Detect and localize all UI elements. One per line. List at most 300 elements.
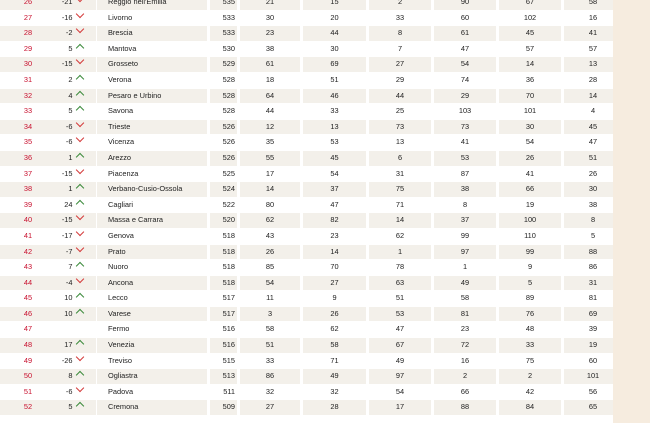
indicator-cell-1: 43	[240, 229, 303, 245]
table-row[interactable]	[0, 151, 613, 167]
indicator-cell-1: 58	[240, 322, 303, 338]
rank-cell: 39	[17, 198, 39, 214]
score-cell: 511	[210, 385, 240, 401]
table-row[interactable]	[0, 245, 613, 261]
indicator-cell-2: 45	[303, 151, 369, 167]
indicator-cell-2: 58	[303, 338, 369, 354]
score-cell: 513	[210, 369, 240, 385]
variation-value: -6	[65, 137, 73, 147]
indicator-cell-5: 9	[499, 260, 564, 276]
province-name-cell[interactable]: Livorno	[97, 11, 210, 27]
province-name-cell[interactable]: Prato	[97, 245, 210, 261]
variation-value: 5	[68, 106, 73, 116]
indicator-cell-5: 76	[499, 307, 564, 323]
table-row[interactable]	[0, 135, 613, 151]
indicator-cell-4: 8	[434, 198, 499, 214]
indicator-cell-6: 65	[564, 400, 613, 416]
arrow-down-icon	[73, 385, 87, 400]
arrow-up-icon	[73, 89, 87, 104]
indicator-cell-6: 51	[564, 151, 613, 167]
indicator-cell-5: 66	[499, 182, 564, 198]
indicator-cell-3: 75	[369, 182, 434, 198]
variation-value: -15	[61, 215, 73, 225]
indicator-cell-6: 30	[564, 182, 613, 198]
indicator-cell-4: 72	[434, 338, 499, 354]
score-cell: 520	[210, 213, 240, 229]
table-row[interactable]	[0, 26, 613, 42]
rank-cell: 43	[17, 260, 39, 276]
indicator-cell-2: 20	[303, 11, 369, 27]
indicator-cell-2: 46	[303, 89, 369, 105]
indicator-cell-3: 54	[369, 385, 434, 401]
score-cell: 526	[210, 135, 240, 151]
province-name-cell[interactable]: Varese	[97, 307, 210, 323]
indicator-cell-2: 13	[303, 120, 369, 136]
indicator-cell-4: 73	[434, 120, 499, 136]
province-name-cell[interactable]: Padova	[97, 385, 210, 401]
row-spacer	[0, 400, 17, 416]
rank-cell: 37	[17, 167, 39, 183]
indicator-cell-2: 71	[303, 354, 369, 370]
score-cell: 518	[210, 260, 240, 276]
indicator-cell-2: 44	[303, 26, 369, 42]
indicator-cell-6: 14	[564, 89, 613, 105]
variation-value: 1	[68, 152, 73, 162]
table-row[interactable]	[0, 291, 613, 307]
score-cell: 522	[210, 198, 240, 214]
rank-cell: 28	[17, 26, 39, 42]
table-row[interactable]	[0, 213, 613, 229]
province-name-cell[interactable]: Brescia	[97, 26, 210, 42]
indicator-cell-2: 27	[303, 276, 369, 292]
indicator-cell-1: 14	[240, 182, 303, 198]
arrow-down-icon	[73, 135, 87, 150]
table-row[interactable]	[0, 11, 613, 27]
indicator-cell-5: 110	[499, 229, 564, 245]
table-row[interactable]	[0, 89, 613, 105]
indicator-cell-6: 47	[564, 135, 613, 151]
table-row[interactable]	[0, 42, 613, 58]
row-spacer	[0, 338, 17, 354]
indicator-cell-3: 2	[369, 0, 434, 11]
indicator-cell-2: 54	[303, 167, 369, 183]
variation-value: 17	[64, 340, 73, 350]
row-spacer	[0, 385, 17, 401]
indicator-cell-6: 57	[564, 42, 613, 58]
arrow-up-icon	[73, 338, 87, 353]
indicator-cell-3: 47	[369, 322, 434, 338]
row-spacer	[0, 182, 17, 198]
province-name-cell[interactable]: Reggio nell'Emilia	[97, 0, 210, 11]
province-name-cell[interactable]: Ancona	[97, 276, 210, 292]
indicator-cell-6: 45	[564, 120, 613, 136]
indicator-cell-3: 25	[369, 104, 434, 120]
arrow-down-icon	[73, 26, 87, 41]
indicator-cell-5: 42	[499, 385, 564, 401]
table-row[interactable]	[0, 198, 613, 214]
row-spacer	[0, 291, 17, 307]
indicator-cell-1: 17	[240, 167, 303, 183]
table-row[interactable]	[0, 276, 613, 292]
indicator-cell-1: 80	[240, 198, 303, 214]
rank-cell: 48	[17, 338, 39, 354]
province-name-cell[interactable]: Pesaro e Urbino	[97, 89, 210, 105]
variation-value: 7	[68, 262, 73, 272]
indicator-cell-5: 89	[499, 291, 564, 307]
arrow-down-icon	[73, 57, 87, 72]
variation-value: -2	[65, 28, 73, 38]
indicator-cell-2: 69	[303, 57, 369, 73]
table-row[interactable]	[0, 0, 613, 11]
indicator-cell-4: 47	[434, 42, 499, 58]
indicator-cell-5: 99	[499, 245, 564, 261]
indicator-cell-1: 55	[240, 151, 303, 167]
score-cell: 509	[210, 400, 240, 416]
indicator-cell-4: 58	[434, 291, 499, 307]
indicator-cell-3: 49	[369, 354, 434, 370]
indicator-cell-3: 17	[369, 400, 434, 416]
arrow-up-icon	[73, 198, 87, 213]
indicator-cell-4: 103	[434, 104, 499, 120]
variation-cell	[39, 120, 97, 136]
province-name-cell[interactable]: Fermo	[97, 322, 210, 338]
variation-value: -16	[61, 12, 73, 22]
arrow-down-icon	[73, 354, 87, 369]
indicator-cell-2: 62	[303, 322, 369, 338]
indicator-cell-5: 102	[499, 11, 564, 27]
score-cell: 533	[210, 11, 240, 27]
indicator-cell-6: 58	[564, 0, 613, 11]
score-cell: 515	[210, 354, 240, 370]
score-cell: 526	[210, 151, 240, 167]
indicator-cell-1: 30	[240, 11, 303, 27]
row-spacer	[0, 322, 17, 338]
indicator-cell-4: 41	[434, 135, 499, 151]
province-name-cell[interactable]: Mantova	[97, 42, 210, 58]
indicator-cell-3: 67	[369, 338, 434, 354]
indicator-cell-4: 29	[434, 89, 499, 105]
indicator-cell-5: 5	[499, 276, 564, 292]
indicator-cell-2: 32	[303, 385, 369, 401]
province-name-cell[interactable]: Lecco	[97, 291, 210, 307]
score-cell: 517	[210, 307, 240, 323]
score-cell: 517	[210, 291, 240, 307]
indicator-cell-4: 66	[434, 385, 499, 401]
variation-value: 10	[64, 308, 73, 318]
arrow-up-icon	[73, 400, 87, 415]
province-name-cell[interactable]: Massa e Carrara	[97, 213, 210, 229]
indicator-cell-6: 60	[564, 354, 613, 370]
indicator-cell-1: 35	[240, 135, 303, 151]
province-name-cell[interactable]: Verbano-Cusio-Ossola	[97, 182, 210, 198]
indicator-cell-5: 14	[499, 57, 564, 73]
indicator-cell-3: 97	[369, 369, 434, 385]
row-spacer	[0, 369, 17, 385]
indicator-cell-6: 8	[564, 213, 613, 229]
indicator-cell-6: 39	[564, 322, 613, 338]
indicator-cell-1: 85	[240, 260, 303, 276]
province-name-cell[interactable]: Cremona	[97, 400, 210, 416]
table-row[interactable]	[0, 385, 613, 401]
indicator-cell-5: 33	[499, 338, 564, 354]
table-row[interactable]	[0, 369, 613, 385]
indicator-cell-2: 37	[303, 182, 369, 198]
row-spacer	[0, 260, 17, 276]
table-row[interactable]	[0, 338, 613, 354]
variation-cell	[39, 354, 97, 370]
indicator-cell-2: 49	[303, 369, 369, 385]
rank-cell: 49	[17, 354, 39, 370]
indicator-cell-1: 21	[240, 0, 303, 11]
row-spacer	[0, 57, 17, 73]
arrow-down-icon	[73, 213, 87, 228]
arrow-up-icon	[73, 73, 87, 88]
indicator-cell-6: 86	[564, 260, 613, 276]
row-spacer	[0, 0, 17, 11]
table-row[interactable]	[0, 400, 613, 416]
indicator-cell-2: 53	[303, 135, 369, 151]
indicator-cell-4: 97	[434, 245, 499, 261]
score-cell: 533	[210, 26, 240, 42]
indicator-cell-6: 69	[564, 307, 613, 323]
indicator-cell-5: 45	[499, 26, 564, 42]
table-row[interactable]	[0, 167, 613, 183]
indicator-cell-4: 74	[434, 73, 499, 89]
indicator-cell-4: 16	[434, 354, 499, 370]
indicator-cell-5: 48	[499, 322, 564, 338]
score-cell: 518	[210, 229, 240, 245]
arrow-up-icon	[73, 182, 87, 197]
variation-value: -4	[65, 277, 73, 287]
variation-cell	[39, 182, 97, 198]
province-name-cell[interactable]: Trieste	[97, 120, 210, 136]
indicator-cell-3: 71	[369, 198, 434, 214]
indicator-cell-5: 41	[499, 167, 564, 183]
indicator-cell-1: 62	[240, 213, 303, 229]
indicator-cell-3: 29	[369, 73, 434, 89]
arrow-down-icon	[73, 11, 87, 26]
indicator-cell-5: 75	[499, 354, 564, 370]
indicator-cell-5: 101	[499, 104, 564, 120]
variation-cell	[39, 338, 97, 354]
indicator-cell-4: 49	[434, 276, 499, 292]
rank-cell: 52	[17, 400, 39, 416]
indicator-cell-6: 41	[564, 26, 613, 42]
rank-cell: 42	[17, 245, 39, 261]
row-spacer	[0, 135, 17, 151]
indicator-cell-3: 53	[369, 307, 434, 323]
rank-cell: 40	[17, 213, 39, 229]
indicator-cell-1: 27	[240, 400, 303, 416]
indicator-cell-3: 6	[369, 151, 434, 167]
variation-cell	[39, 104, 97, 120]
indicator-cell-2: 82	[303, 213, 369, 229]
rank-cell: 38	[17, 182, 39, 198]
province-name-cell[interactable]: Grosseto	[97, 57, 210, 73]
rank-cell: 44	[17, 276, 39, 292]
variation-cell	[39, 42, 97, 58]
table-row[interactable]	[0, 182, 613, 198]
row-spacer	[0, 167, 17, 183]
score-cell: 518	[210, 245, 240, 261]
table-row[interactable]	[0, 73, 613, 89]
variation-value: -7	[65, 246, 73, 256]
indicator-cell-1: 44	[240, 104, 303, 120]
indicator-cell-6: 26	[564, 167, 613, 183]
table-row[interactable]	[0, 104, 613, 120]
province-name-cell[interactable]: Arezzo	[97, 151, 210, 167]
indicator-cell-3: 27	[369, 57, 434, 73]
indicator-cell-4: 53	[434, 151, 499, 167]
indicator-cell-2: 51	[303, 73, 369, 89]
variation-value: 8	[68, 371, 73, 381]
variation-cell	[39, 307, 97, 323]
variation-cell	[39, 385, 97, 401]
variation-cell	[39, 369, 97, 385]
row-spacer	[0, 42, 17, 58]
score-cell: 535	[210, 0, 240, 11]
score-cell: 530	[210, 42, 240, 58]
arrow-down-icon	[73, 229, 87, 244]
table-row[interactable]	[0, 322, 613, 338]
province-name-cell[interactable]: Nuoro	[97, 260, 210, 276]
variation-cell	[39, 57, 97, 73]
indicator-cell-2: 70	[303, 260, 369, 276]
indicator-cell-5: 36	[499, 73, 564, 89]
province-name-cell[interactable]: Piacenza	[97, 167, 210, 183]
indicator-cell-3: 63	[369, 276, 434, 292]
indicator-cell-5: 30	[499, 120, 564, 136]
indicator-cell-3: 13	[369, 135, 434, 151]
arrow-up-icon	[73, 307, 87, 322]
rank-cell: 41	[17, 229, 39, 245]
variation-value: 5	[68, 43, 73, 53]
variation-cell	[39, 213, 97, 229]
province-name-cell[interactable]: Verona	[97, 73, 210, 89]
variation-cell	[39, 0, 97, 11]
province-name-cell[interactable]: Vicenza	[97, 135, 210, 151]
row-spacer	[0, 307, 17, 323]
province-name-cell[interactable]: Genova	[97, 229, 210, 245]
score-cell: 525	[210, 167, 240, 183]
indicator-cell-5: 54	[499, 135, 564, 151]
indicator-cell-1: 23	[240, 26, 303, 42]
indicator-cell-4: 90	[434, 0, 499, 11]
table-row[interactable]	[0, 57, 613, 73]
variation-value: -17	[61, 230, 73, 240]
arrow-up-icon	[73, 291, 87, 306]
rank-cell: 26	[17, 0, 39, 11]
variation-cell	[39, 73, 97, 89]
indicator-cell-1: 11	[240, 291, 303, 307]
table-row[interactable]	[0, 260, 613, 276]
arrow-up-icon	[73, 42, 87, 57]
row-spacer	[0, 11, 17, 27]
variation-cell	[39, 229, 97, 245]
table-row[interactable]	[0, 120, 613, 136]
province-name-cell[interactable]: Venezia	[97, 338, 210, 354]
variation-value: 2	[68, 74, 73, 84]
variation-cell	[39, 322, 97, 338]
province-name-cell[interactable]: Savona	[97, 104, 210, 120]
indicator-cell-4: 38	[434, 182, 499, 198]
score-cell: 529	[210, 57, 240, 73]
row-spacer	[0, 229, 17, 245]
arrow-up-icon	[73, 104, 87, 119]
arrow-down-icon	[73, 120, 87, 135]
variation-cell	[39, 260, 97, 276]
indicator-cell-6: 81	[564, 291, 613, 307]
score-cell: 528	[210, 89, 240, 105]
variation-value: -21	[61, 0, 73, 6]
table-row[interactable]	[0, 354, 613, 370]
indicator-cell-5: 84	[499, 400, 564, 416]
row-spacer	[0, 151, 17, 167]
variation-value: 4	[68, 90, 73, 100]
indicator-cell-1: 51	[240, 338, 303, 354]
indicator-cell-6: 19	[564, 338, 613, 354]
rank-cell: 30	[17, 57, 39, 73]
indicator-cell-1: 64	[240, 89, 303, 105]
variation-cell	[39, 135, 97, 151]
indicator-cell-3: 51	[369, 291, 434, 307]
arrow-down-icon	[73, 276, 87, 291]
score-cell: 526	[210, 120, 240, 136]
indicator-cell-2: 15	[303, 0, 369, 11]
indicator-cell-4: 54	[434, 57, 499, 73]
indicator-cell-3: 78	[369, 260, 434, 276]
arrow-up-icon	[73, 151, 87, 166]
province-name-cell[interactable]: Ogliastra	[97, 369, 210, 385]
indicator-cell-6: 31	[564, 276, 613, 292]
indicator-cell-4: 87	[434, 167, 499, 183]
indicator-cell-2: 14	[303, 245, 369, 261]
variation-value: 10	[64, 293, 73, 303]
score-cell: 516	[210, 322, 240, 338]
indicator-cell-1: 18	[240, 73, 303, 89]
table-row[interactable]	[0, 229, 613, 245]
indicator-cell-2: 47	[303, 198, 369, 214]
table-row[interactable]	[0, 307, 613, 323]
indicator-cell-3: 8	[369, 26, 434, 42]
indicator-cell-6: 28	[564, 73, 613, 89]
indicator-cell-6: 56	[564, 385, 613, 401]
indicator-cell-6: 5	[564, 229, 613, 245]
indicator-cell-3: 31	[369, 167, 434, 183]
indicator-cell-3: 1	[369, 245, 434, 261]
indicator-cell-4: 2	[434, 369, 499, 385]
indicator-cell-6: 4	[564, 104, 613, 120]
indicator-cell-2: 9	[303, 291, 369, 307]
row-spacer	[0, 276, 17, 292]
indicator-cell-4: 1	[434, 260, 499, 276]
rank-cell: 46	[17, 307, 39, 323]
variation-cell	[39, 245, 97, 261]
indicator-cell-3: 62	[369, 229, 434, 245]
variation-value: 5	[68, 402, 73, 412]
variation-value: -6	[65, 386, 73, 396]
indicator-cell-4: 61	[434, 26, 499, 42]
row-spacer	[0, 73, 17, 89]
rank-cell: 45	[17, 291, 39, 307]
rank-cell: 50	[17, 369, 39, 385]
province-name-cell[interactable]: Treviso	[97, 354, 210, 370]
indicator-cell-3: 33	[369, 11, 434, 27]
arrow-up-icon	[73, 369, 87, 384]
indicator-cell-6: 88	[564, 245, 613, 261]
province-name-cell[interactable]: Cagliari	[97, 198, 210, 214]
indicator-cell-6: 16	[564, 11, 613, 27]
